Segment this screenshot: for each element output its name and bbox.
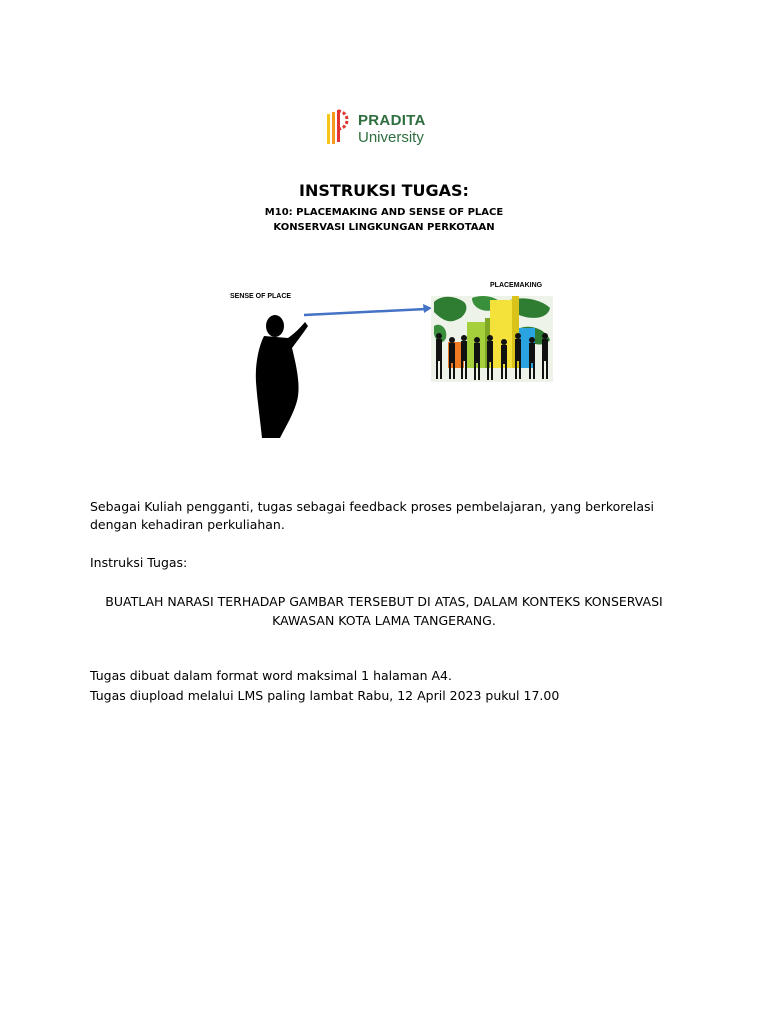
instructions-heading: Instruksi Tugas: (90, 555, 188, 570)
sense-of-place-label: SENSE OF PLACE (230, 293, 292, 300)
module-subtitle: M10: PLACEMAKING AND SENSE OF PLACE (264, 207, 504, 218)
intro-paragraph: Sebagai Kuliah pengganti, tugas sebagai feedback proses pembelajaran, yang berkorelasi dengan kehadiran perkuliahan. (90, 499, 654, 532)
logo-brand-text: PRADITA (358, 112, 426, 129)
figure-graphics (220, 278, 560, 444)
illustration-figure (220, 278, 560, 444)
logo-mark-icon (326, 108, 352, 146)
deadline-note: Tugas diupload melalui LMS paling lambat Rabu, 12 April 2023 pukul 17.00 (90, 688, 560, 703)
page-title: INSTRUKSI TUGAS: (299, 181, 469, 200)
instruction-text: BUATLAH NARASI TERHADAP GAMBAR TERSEBUT DI ATAS, DALAM KONTEKS KONSERVASI KAWASAN KOTA LAMA TANGERANG. (105, 594, 663, 628)
arrow-icon (304, 304, 432, 315)
pradita-logo (326, 106, 446, 150)
logo-subtitle-text: University (358, 129, 424, 146)
placemaking-collage-image (431, 296, 553, 382)
person-silhouette-icon (256, 315, 308, 438)
placemaking-label: PLACEMAKING (490, 282, 543, 289)
format-note: Tugas dibuat dalam format word maksimal 1 halaman A4. (90, 668, 452, 683)
course-subtitle: KONSERVASI LINGKUNGAN PERKOTAAN (273, 222, 495, 233)
